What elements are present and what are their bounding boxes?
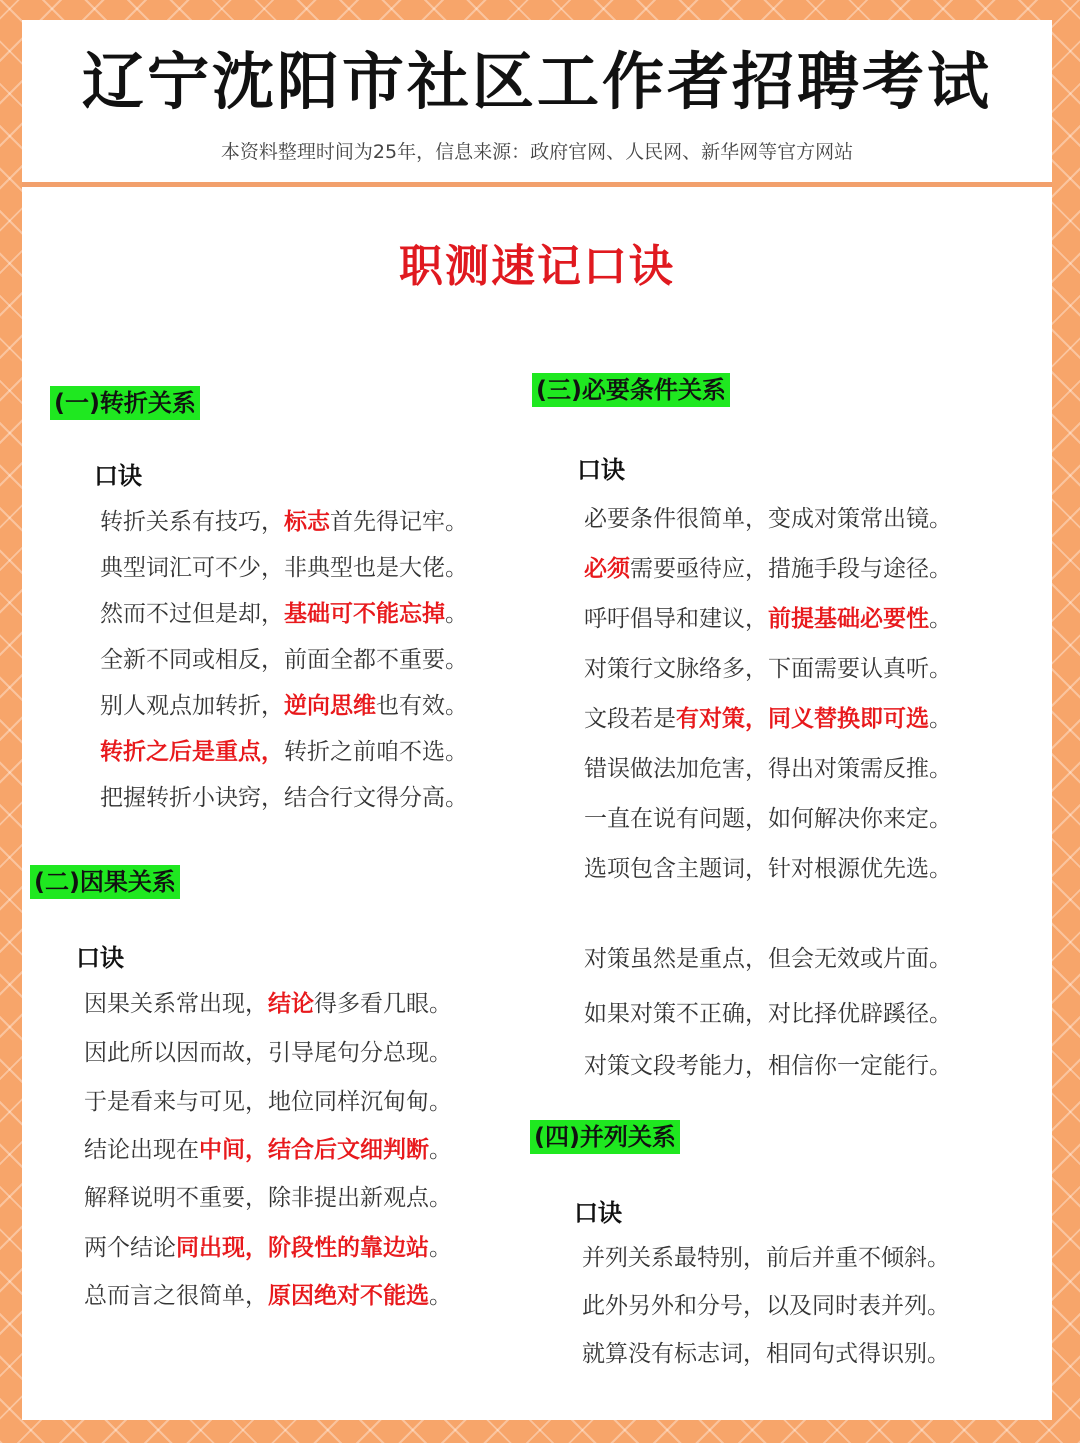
mnemonic-line — [584, 853, 952, 885]
line-text: 需要亟待应，措施手段与途径。 — [630, 556, 952, 582]
mnemonic-line — [100, 506, 468, 538]
section-label: 口诀 — [76, 944, 124, 972]
section-heading-parallel: (四)并列关系 — [530, 1120, 680, 1154]
mnemonic-line — [84, 1232, 452, 1264]
mnemonic-line — [84, 988, 452, 1020]
line-text: 典型词汇可不少，非典型也是大佬。 — [100, 555, 468, 581]
page-sheet — [22, 20, 1052, 1420]
section-heading-cause-effect: (二)因果关系 — [30, 865, 180, 899]
line-text: 得多看几眼。 — [314, 991, 452, 1017]
line-text: 。 — [445, 601, 468, 627]
line-text: 对策文段考能力，相信你一定能行。 — [584, 1053, 952, 1079]
highlight-text: 结论 — [268, 990, 314, 1017]
mnemonic-line — [100, 690, 468, 722]
section-label: 口诀 — [94, 462, 142, 490]
line-text: 也有效。 — [376, 693, 468, 719]
line-text: 然而不过但是却， — [100, 601, 284, 627]
line-text: 此外另外和分号，以及同时表并列。 — [582, 1293, 950, 1319]
line-text: 文段若是 — [584, 706, 676, 732]
line-text: 并列关系最特别，前后并重不倾斜。 — [582, 1245, 950, 1271]
section-label: 口诀 — [574, 1199, 622, 1227]
line-text: 。 — [429, 1283, 452, 1309]
line-text: 选项包含主题词，针对根源优先选。 — [584, 856, 952, 882]
mnemonic-line — [100, 598, 468, 630]
line-text: 。 — [429, 1235, 452, 1261]
document-title: 职测速记口诀 — [399, 241, 675, 292]
mnemonic-line — [584, 553, 952, 585]
line-text: 如果对策不正确，对比择优辟蹊径。 — [584, 1001, 952, 1027]
mnemonic-line — [582, 1338, 950, 1370]
line-text: 解释说明不重要，除非提出新观点。 — [84, 1185, 452, 1211]
line-text: 呼吁倡导和建议， — [584, 606, 768, 632]
line-text: 。 — [929, 706, 952, 732]
line-text: 转折之前咱不选。 — [284, 739, 468, 765]
line-text: 两个结论 — [84, 1235, 176, 1261]
line-text: 首先得记牢。 — [330, 509, 468, 535]
mnemonic-line — [584, 1050, 952, 1082]
mnemonic-line — [84, 1134, 452, 1166]
line-text: 一直在说有问题，如何解决你来定。 — [584, 806, 952, 832]
line-text: 。 — [929, 606, 952, 632]
mnemonic-line — [582, 1290, 950, 1322]
section-label: 口诀 — [577, 456, 625, 484]
highlight-text: 标志 — [284, 508, 330, 535]
highlight-text: 转折之后是重点， — [100, 738, 284, 765]
mnemonic-line — [100, 782, 468, 814]
highlight-text: 有对策，同义替换即可选 — [676, 705, 929, 732]
line-text: 结论出现在 — [84, 1137, 199, 1163]
line-text: 别人观点加转折， — [100, 693, 284, 719]
line-text: 对策虽然是重点，但会无效或片面。 — [584, 946, 952, 972]
line-text: 因此所以因而故，引导尾句分总现。 — [84, 1040, 452, 1066]
highlight-text: 中间，结合后文细判断 — [199, 1136, 429, 1163]
mnemonic-line — [84, 1280, 452, 1312]
mnemonic-line — [582, 1242, 950, 1274]
highlight-text: 必须 — [584, 555, 630, 582]
highlight-text: 前提基础必要性 — [768, 605, 929, 632]
mnemonic-line — [584, 753, 952, 785]
mnemonic-line — [100, 736, 468, 768]
line-text: 。 — [429, 1137, 452, 1163]
page-title: 辽宁沈阳市社区工作者招聘考试 — [81, 45, 992, 118]
mnemonic-line — [84, 1086, 452, 1118]
header — [22, 20, 1052, 187]
line-text: 错误做法加危害，得出对策需反推。 — [584, 756, 952, 782]
line-text: 因果关系常出现， — [84, 991, 268, 1017]
line-text: 总而言之很简单， — [84, 1283, 268, 1309]
line-text: 全新不同或相反，前面全都不重要。 — [100, 647, 468, 673]
source-note: 本资料整理时间为25年，信息来源：政府官网、人民网、新华网等官方网站 — [220, 141, 854, 163]
mnemonic-line — [584, 943, 952, 975]
line-text: 必要条件很简单，变成对策常出镜。 — [584, 506, 952, 532]
mnemonic-line — [584, 603, 952, 635]
highlight-text: 原因绝对不能选 — [268, 1282, 429, 1309]
line-text: 就算没有标志词，相同句式得识别。 — [582, 1341, 950, 1367]
mnemonic-line — [584, 703, 952, 735]
highlight-text: 逆向思维 — [284, 692, 376, 719]
mnemonic-line — [584, 653, 952, 685]
mnemonic-line — [84, 1182, 452, 1214]
line-text: 转折关系有技巧， — [100, 509, 284, 535]
section-heading-turning: (一)转折关系 — [50, 386, 200, 420]
line-text: 把握转折小诀窍，结合行文得分高。 — [100, 785, 468, 811]
highlight-text: 基础可不能忘掉 — [284, 600, 445, 627]
section-heading-necessary-condition: (三)必要条件关系 — [532, 373, 730, 407]
highlight-text: 同出现，阶段性的靠边站 — [176, 1234, 429, 1261]
line-text: 对策行文脉络多，下面需要认真听。 — [584, 656, 952, 682]
mnemonic-line — [100, 644, 468, 676]
mnemonic-line — [84, 1037, 452, 1069]
line-text: 于是看来与可见，地位同样沉甸甸。 — [84, 1089, 452, 1115]
mnemonic-line — [584, 998, 952, 1030]
mnemonic-line — [100, 552, 468, 584]
mnemonic-line — [584, 503, 952, 535]
mnemonic-line — [584, 803, 952, 835]
